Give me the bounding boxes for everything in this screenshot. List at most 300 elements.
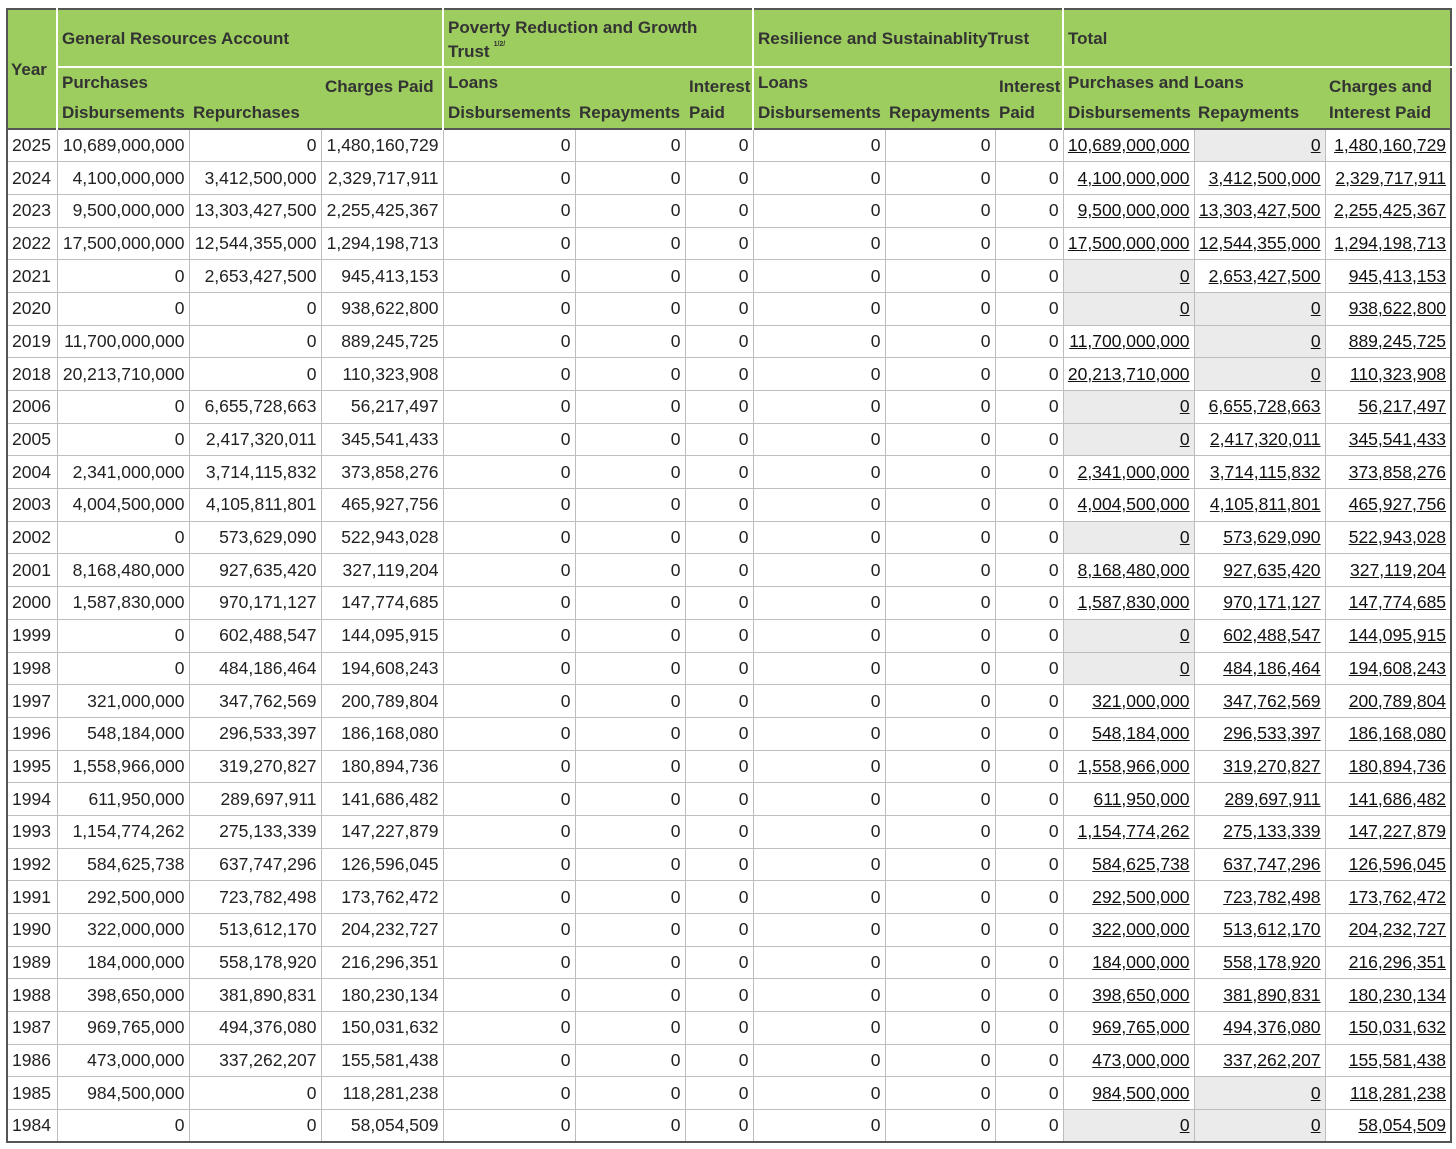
cell-prgt-disbursements: 0 [443,129,575,162]
cell-gra-disbursements: 11,700,000,000 [57,325,189,358]
cell-total-disbursements[interactable]: 1,154,774,262 [1063,815,1194,848]
cell-total-disbursements[interactable]: 322,000,000 [1063,914,1194,947]
cell-gra-repurchases: 927,635,420 [189,554,321,587]
cell-gra-charges-paid: 186,168,080 [321,717,443,750]
cell-rst-interest-paid: 0 [995,685,1063,718]
cell-total-repayments[interactable]: 381,890,831 [1194,979,1325,1012]
cell-year: 2018 [7,358,57,391]
cell-total-charges-interest-paid[interactable]: 150,031,632 [1325,1012,1451,1045]
table-row [7,521,1451,554]
cell-prgt-disbursements: 0 [443,456,575,489]
cell-total-repayments[interactable]: 927,635,420 [1194,554,1325,587]
cell-prgt-interest-paid: 0 [685,881,753,914]
cell-prgt-interest-paid: 0 [685,129,753,162]
cell-total-repayments[interactable]: 637,747,296 [1194,848,1325,881]
cell-total-charges-interest-paid[interactable]: 465,927,756 [1325,489,1451,522]
cell-rst-interest-paid: 0 [995,358,1063,391]
cell-rst-interest-paid: 0 [995,391,1063,424]
cell-gra-disbursements: 1,587,830,000 [57,587,189,620]
cell-prgt-repayments: 0 [575,587,685,620]
cell-gra-disbursements: 0 [57,1110,189,1143]
cell-rst-interest-paid: 0 [995,423,1063,456]
cell-rst-interest-paid: 0 [995,227,1063,260]
cell-gra-disbursements: 0 [57,619,189,652]
cell-prgt-interest-paid: 0 [685,587,753,620]
header-poverty-reduction-growth-trust [443,9,753,67]
table-row [7,979,1451,1012]
cell-gra-charges-paid: 118,281,238 [321,1077,443,1110]
cell-rst-disbursements: 0 [753,325,885,358]
cell-total-repayments[interactable]: 573,629,090 [1194,521,1325,554]
cell-total-disbursements[interactable]: 20,213,710,000 [1063,358,1194,391]
cell-total-disbursements[interactable]: 321,000,000 [1063,685,1194,718]
cell-total-charges-interest-paid[interactable]: 155,581,438 [1325,1044,1451,1077]
cell-gra-charges-paid: 110,323,908 [321,358,443,391]
cell-rst-repayments: 0 [885,358,995,391]
cell-prgt-interest-paid: 0 [685,521,753,554]
cell-total-disbursements[interactable]: 2,341,000,000 [1063,456,1194,489]
cell-total-disbursements[interactable]: 8,168,480,000 [1063,554,1194,587]
cell-gra-repurchases: 289,697,911 [189,783,321,816]
cell-total-disbursements[interactable]: 584,625,738 [1063,848,1194,881]
cell-gra-disbursements: 398,650,000 [57,979,189,1012]
cell-prgt-disbursements: 0 [443,162,575,195]
cell-total-disbursements[interactable]: 0 [1063,1110,1194,1143]
cell-total-charges-interest-paid[interactable]: 173,762,472 [1325,881,1451,914]
table-row [7,815,1451,848]
cell-total-repayments[interactable]: 0 [1194,325,1325,358]
cell-prgt-disbursements: 0 [443,1110,575,1143]
cell-total-charges-interest-paid[interactable]: 147,227,879 [1325,815,1451,848]
cell-rst-repayments: 0 [885,292,995,325]
cell-year: 1993 [7,815,57,848]
cell-total-repayments[interactable]: 2,417,320,011 [1194,423,1325,456]
cell-rst-disbursements: 0 [753,358,885,391]
cell-rst-disbursements: 0 [753,979,885,1012]
cell-gra-charges-paid: 58,054,509 [321,1110,443,1143]
cell-total-disbursements[interactable]: 1,587,830,000 [1063,587,1194,620]
cell-total-repayments[interactable]: 602,488,547 [1194,619,1325,652]
cell-year: 2022 [7,227,57,260]
cell-prgt-disbursements: 0 [443,587,575,620]
header-resilience-sustainability-trust: Resilience and SustainablityTrust [753,9,1063,67]
cell-rst-repayments: 0 [885,685,995,718]
cell-year: 2021 [7,260,57,293]
cell-gra-repurchases: 337,262,207 [189,1044,321,1077]
cell-rst-interest-paid: 0 [995,815,1063,848]
cell-gra-disbursements: 9,500,000,000 [57,194,189,227]
cell-total-repayments[interactable]: 319,270,827 [1194,750,1325,783]
table-header [7,9,1451,129]
cell-year: 2024 [7,162,57,195]
cell-total-disbursements[interactable]: 984,500,000 [1063,1077,1194,1110]
cell-rst-interest-paid: 0 [995,652,1063,685]
cell-prgt-repayments: 0 [575,652,685,685]
cell-gra-charges-paid: 200,789,804 [321,685,443,718]
cell-year: 2003 [7,489,57,522]
cell-gra-charges-paid: 194,608,243 [321,652,443,685]
cell-gra-charges-paid: 180,230,134 [321,979,443,1012]
cell-prgt-disbursements: 0 [443,194,575,227]
cell-total-charges-interest-paid[interactable]: 938,622,800 [1325,292,1451,325]
cell-gra-charges-paid: 216,296,351 [321,946,443,979]
cell-prgt-interest-paid: 0 [685,1110,753,1143]
cell-year: 1989 [7,946,57,979]
cell-total-repayments[interactable]: 723,782,498 [1194,881,1325,914]
cell-rst-repayments: 0 [885,750,995,783]
cell-rst-interest-paid: 0 [995,914,1063,947]
cell-total-disbursements[interactable]: 0 [1063,652,1194,685]
cell-prgt-interest-paid: 0 [685,489,753,522]
cell-total-repayments[interactable]: 0 [1194,292,1325,325]
cell-gra-repurchases: 2,417,320,011 [189,423,321,456]
cell-total-charges-interest-paid[interactable]: 141,686,482 [1325,783,1451,816]
table-row [7,914,1451,947]
cell-gra-repurchases: 602,488,547 [189,619,321,652]
cell-gra-charges-paid: 1,480,160,729 [321,129,443,162]
cell-total-charges-interest-paid[interactable]: 200,789,804 [1325,685,1451,718]
cell-prgt-repayments: 0 [575,554,685,587]
cell-total-repayments[interactable]: 3,714,115,832 [1194,456,1325,489]
cell-year: 2020 [7,292,57,325]
cell-rst-interest-paid: 0 [995,946,1063,979]
table-row [7,260,1451,293]
cell-prgt-interest-paid: 0 [685,619,753,652]
cell-rst-disbursements: 0 [753,489,885,522]
cell-gra-disbursements: 611,950,000 [57,783,189,816]
cell-gra-repurchases: 723,782,498 [189,881,321,914]
cell-prgt-disbursements: 0 [443,914,575,947]
cell-total-charges-interest-paid[interactable]: 186,168,080 [1325,717,1451,750]
cell-prgt-repayments: 0 [575,881,685,914]
cell-rst-interest-paid: 0 [995,489,1063,522]
cell-prgt-interest-paid: 0 [685,391,753,424]
cell-prgt-repayments: 0 [575,750,685,783]
cell-prgt-repayments: 0 [575,685,685,718]
cell-prgt-disbursements: 0 [443,848,575,881]
cell-total-disbursements[interactable]: 548,184,000 [1063,717,1194,750]
cell-total-disbursements[interactable]: 10,689,000,000 [1063,129,1194,162]
cell-prgt-interest-paid: 0 [685,1077,753,1110]
cell-prgt-disbursements: 0 [443,979,575,1012]
cell-total-repayments[interactable]: 494,376,080 [1194,1012,1325,1045]
cell-gra-disbursements: 0 [57,391,189,424]
cell-total-repayments[interactable]: 558,178,920 [1194,946,1325,979]
cell-total-charges-interest-paid[interactable]: 945,413,153 [1325,260,1451,293]
cell-prgt-disbursements: 0 [443,423,575,456]
cell-rst-disbursements: 0 [753,391,885,424]
cell-prgt-interest-paid: 0 [685,717,753,750]
cell-gra-disbursements: 10,689,000,000 [57,129,189,162]
cell-rst-repayments: 0 [885,423,995,456]
cell-rst-repayments: 0 [885,325,995,358]
cell-gra-repurchases: 347,762,569 [189,685,321,718]
cell-total-charges-interest-paid[interactable]: 889,245,725 [1325,325,1451,358]
cell-gra-repurchases: 573,629,090 [189,521,321,554]
cell-prgt-interest-paid: 0 [685,227,753,260]
header-rst-repayments: Repayments [885,98,995,129]
cell-prgt-disbursements: 0 [443,750,575,783]
cell-gra-repurchases: 319,270,827 [189,750,321,783]
header-prgt-repayments: Repayments [575,98,685,129]
cell-prgt-disbursements: 0 [443,521,575,554]
cell-total-repayments[interactable]: 347,762,569 [1194,685,1325,718]
cell-total-disbursements[interactable]: 398,650,000 [1063,979,1194,1012]
cell-total-disbursements[interactable]: 473,000,000 [1063,1044,1194,1077]
cell-total-charges-interest-paid[interactable]: 522,943,028 [1325,521,1451,554]
cell-gra-disbursements: 292,500,000 [57,881,189,914]
cell-prgt-disbursements: 0 [443,358,575,391]
cell-rst-interest-paid: 0 [995,260,1063,293]
table-row [7,685,1451,718]
cell-prgt-disbursements: 0 [443,783,575,816]
cell-rst-repayments: 0 [885,227,995,260]
cell-total-charges-interest-paid[interactable]: 204,232,727 [1325,914,1451,947]
cell-rst-repayments: 0 [885,521,995,554]
cell-rst-disbursements: 0 [753,260,885,293]
cell-total-charges-interest-paid[interactable]: 180,894,736 [1325,750,1451,783]
cell-gra-repurchases: 13,303,427,500 [189,194,321,227]
cell-rst-repayments: 0 [885,194,995,227]
cell-prgt-disbursements: 0 [443,1077,575,1110]
cell-total-repayments[interactable]: 2,653,427,500 [1194,260,1325,293]
cell-rst-interest-paid: 0 [995,717,1063,750]
cell-total-disbursements[interactable]: 4,004,500,000 [1063,489,1194,522]
cell-gra-repurchases: 0 [189,129,321,162]
header-total-disbursements: Disbursements [1063,98,1194,129]
cell-total-disbursements[interactable]: 0 [1063,292,1194,325]
cell-gra-charges-paid: 147,774,685 [321,587,443,620]
cell-rst-disbursements: 0 [753,227,885,260]
cell-total-repayments[interactable]: 484,186,464 [1194,652,1325,685]
cell-year: 1998 [7,652,57,685]
cell-prgt-repayments: 0 [575,914,685,947]
cell-total-charges-interest-paid[interactable]: 327,119,204 [1325,554,1451,587]
cell-gra-charges-paid: 945,413,153 [321,260,443,293]
cell-total-disbursements[interactable]: 9,500,000,000 [1063,194,1194,227]
cell-prgt-interest-paid: 0 [685,423,753,456]
cell-total-disbursements[interactable]: 0 [1063,260,1194,293]
cell-rst-disbursements: 0 [753,292,885,325]
cell-prgt-repayments: 0 [575,391,685,424]
cell-prgt-interest-paid: 0 [685,946,753,979]
table-row [7,1110,1451,1143]
cell-total-charges-interest-paid[interactable]: 126,596,045 [1325,848,1451,881]
cell-rst-disbursements: 0 [753,1044,885,1077]
table-row [7,619,1451,652]
cell-total-disbursements[interactable]: 4,100,000,000 [1063,162,1194,195]
cell-total-repayments[interactable]: 0 [1194,1077,1325,1110]
cell-total-charges-interest-paid[interactable]: 194,608,243 [1325,652,1451,685]
cell-rst-disbursements: 0 [753,456,885,489]
cell-prgt-repayments: 0 [575,1012,685,1045]
cell-rst-disbursements: 0 [753,881,885,914]
cell-year: 1991 [7,881,57,914]
cell-gra-charges-paid: 327,119,204 [321,554,443,587]
cell-total-repayments[interactable]: 6,655,728,663 [1194,391,1325,424]
cell-prgt-repayments: 0 [575,521,685,554]
cell-prgt-interest-paid: 0 [685,456,753,489]
cell-total-disbursements[interactable]: 0 [1063,391,1194,424]
cell-total-charges-interest-paid[interactable]: 345,541,433 [1325,423,1451,456]
table-row [7,162,1451,195]
cell-rst-interest-paid: 0 [995,521,1063,554]
cell-total-charges-interest-paid[interactable]: 2,255,425,367 [1325,194,1451,227]
cell-total-charges-interest-paid[interactable]: 1,294,198,713 [1325,227,1451,260]
cell-total-disbursements[interactable]: 292,500,000 [1063,881,1194,914]
cell-prgt-repayments: 0 [575,456,685,489]
cell-prgt-interest-paid: 0 [685,750,753,783]
cell-gra-charges-paid: 56,217,497 [321,391,443,424]
cell-rst-interest-paid: 0 [995,162,1063,195]
cell-total-repayments[interactable]: 289,697,911 [1194,783,1325,816]
cell-gra-disbursements: 184,000,000 [57,946,189,979]
table-row [7,423,1451,456]
cell-prgt-interest-paid: 0 [685,260,753,293]
cell-gra-disbursements: 8,168,480,000 [57,554,189,587]
table-row [7,848,1451,881]
cell-total-charges-interest-paid[interactable]: 56,217,497 [1325,391,1451,424]
cell-rst-repayments: 0 [885,1044,995,1077]
cell-year: 1990 [7,914,57,947]
cell-prgt-interest-paid: 0 [685,358,753,391]
cell-year: 2002 [7,521,57,554]
table-row [7,489,1451,522]
cell-rst-disbursements: 0 [753,521,885,554]
cell-rst-interest-paid: 0 [995,129,1063,162]
cell-total-repayments[interactable]: 970,171,127 [1194,587,1325,620]
cell-prgt-disbursements: 0 [443,685,575,718]
cell-total-repayments[interactable]: 3,412,500,000 [1194,162,1325,195]
cell-total-charges-interest-paid[interactable]: 147,774,685 [1325,587,1451,620]
cell-rst-disbursements: 0 [753,587,885,620]
cell-gra-disbursements: 4,004,500,000 [57,489,189,522]
cell-total-disbursements[interactable]: 11,700,000,000 [1063,325,1194,358]
cell-total-repayments[interactable]: 12,544,355,000 [1194,227,1325,260]
cell-prgt-repayments: 0 [575,423,685,456]
cell-rst-interest-paid: 0 [995,848,1063,881]
imf-transactions-table-wrapper [6,8,1450,1143]
table-row [7,227,1451,260]
cell-prgt-repayments: 0 [575,194,685,227]
cell-total-repayments[interactable]: 4,105,811,801 [1194,489,1325,522]
cell-total-disbursements[interactable]: 0 [1063,619,1194,652]
table-row [7,292,1451,325]
cell-prgt-interest-paid: 0 [685,848,753,881]
cell-total-charges-interest-paid[interactable]: 180,230,134 [1325,979,1451,1012]
cell-prgt-disbursements: 0 [443,717,575,750]
cell-total-disbursements[interactable]: 184,000,000 [1063,946,1194,979]
cell-rst-disbursements: 0 [753,129,885,162]
cell-total-charges-interest-paid[interactable]: 373,858,276 [1325,456,1451,489]
cell-total-charges-interest-paid[interactable]: 58,054,509 [1325,1110,1451,1143]
table-row [7,750,1451,783]
cell-total-disbursements[interactable]: 969,765,000 [1063,1012,1194,1045]
cell-prgt-interest-paid: 0 [685,685,753,718]
cell-rst-repayments: 0 [885,391,995,424]
cell-rst-interest-paid: 0 [995,194,1063,227]
cell-prgt-repayments: 0 [575,325,685,358]
cell-rst-repayments: 0 [885,881,995,914]
cell-total-repayments[interactable]: 13,303,427,500 [1194,194,1325,227]
cell-prgt-disbursements: 0 [443,260,575,293]
cell-total-repayments[interactable]: 0 [1194,1110,1325,1143]
cell-prgt-repayments: 0 [575,292,685,325]
cell-rst-interest-paid: 0 [995,1044,1063,1077]
cell-total-charges-interest-paid[interactable]: 118,281,238 [1325,1077,1451,1110]
cell-total-disbursements[interactable]: 0 [1063,423,1194,456]
cell-total-charges-interest-paid[interactable]: 216,296,351 [1325,946,1451,979]
cell-year: 1987 [7,1012,57,1045]
cell-prgt-repayments: 0 [575,1077,685,1110]
cell-gra-repurchases: 0 [189,1110,321,1143]
cell-rst-interest-paid: 0 [995,1012,1063,1045]
cell-total-repayments[interactable]: 275,133,339 [1194,815,1325,848]
cell-total-charges-interest-paid[interactable]: 1,480,160,729 [1325,129,1451,162]
cell-rst-repayments: 0 [885,456,995,489]
cell-total-repayments[interactable]: 296,533,397 [1194,717,1325,750]
cell-total-disbursements[interactable]: 1,558,966,000 [1063,750,1194,783]
header-total-repayments: Repayments [1194,98,1325,129]
table-row [7,587,1451,620]
cell-year: 2006 [7,391,57,424]
cell-gra-charges-paid: 173,762,472 [321,881,443,914]
cell-prgt-disbursements: 0 [443,619,575,652]
cell-prgt-interest-paid: 0 [685,979,753,1012]
cell-gra-repurchases: 296,533,397 [189,717,321,750]
cell-total-disbursements[interactable]: 0 [1063,521,1194,554]
cell-total-charges-interest-paid[interactable]: 2,329,717,911 [1325,162,1451,195]
cell-total-charges-interest-paid[interactable]: 144,095,915 [1325,619,1451,652]
cell-rst-disbursements: 0 [753,946,885,979]
cell-total-charges-interest-paid[interactable]: 110,323,908 [1325,358,1451,391]
cell-total-repayments[interactable]: 0 [1194,129,1325,162]
cell-prgt-disbursements: 0 [443,489,575,522]
cell-gra-charges-paid: 141,686,482 [321,783,443,816]
cell-prgt-interest-paid: 0 [685,652,753,685]
cell-total-disbursements[interactable]: 17,500,000,000 [1063,227,1194,260]
table-row [7,325,1451,358]
table-row [7,783,1451,816]
header-gra-repurchases: Repurchases [189,98,321,129]
cell-year: 2004 [7,456,57,489]
cell-prgt-disbursements: 0 [443,292,575,325]
cell-total-disbursements[interactable]: 611,950,000 [1063,783,1194,816]
cell-year: 1988 [7,979,57,1012]
cell-rst-interest-paid: 0 [995,1110,1063,1143]
cell-gra-repurchases: 12,544,355,000 [189,227,321,260]
cell-rst-interest-paid: 0 [995,783,1063,816]
header-gra-disbursements: Disbursements [57,98,189,129]
table-row [7,717,1451,750]
cell-rst-repayments: 0 [885,129,995,162]
table-body [7,129,1451,1142]
table-row [7,652,1451,685]
header-rst-loans: Loans [753,67,995,98]
cell-rst-repayments: 0 [885,162,995,195]
cell-total-repayments[interactable]: 337,262,207 [1194,1044,1325,1077]
cell-prgt-repayments: 0 [575,1044,685,1077]
table-row [7,554,1451,587]
cell-total-repayments[interactable]: 0 [1194,358,1325,391]
cell-gra-charges-paid: 373,858,276 [321,456,443,489]
cell-rst-interest-paid: 0 [995,881,1063,914]
cell-gra-charges-paid: 889,245,725 [321,325,443,358]
cell-year: 2023 [7,194,57,227]
cell-prgt-disbursements: 0 [443,881,575,914]
cell-total-repayments[interactable]: 513,612,170 [1194,914,1325,947]
cell-year: 1997 [7,685,57,718]
